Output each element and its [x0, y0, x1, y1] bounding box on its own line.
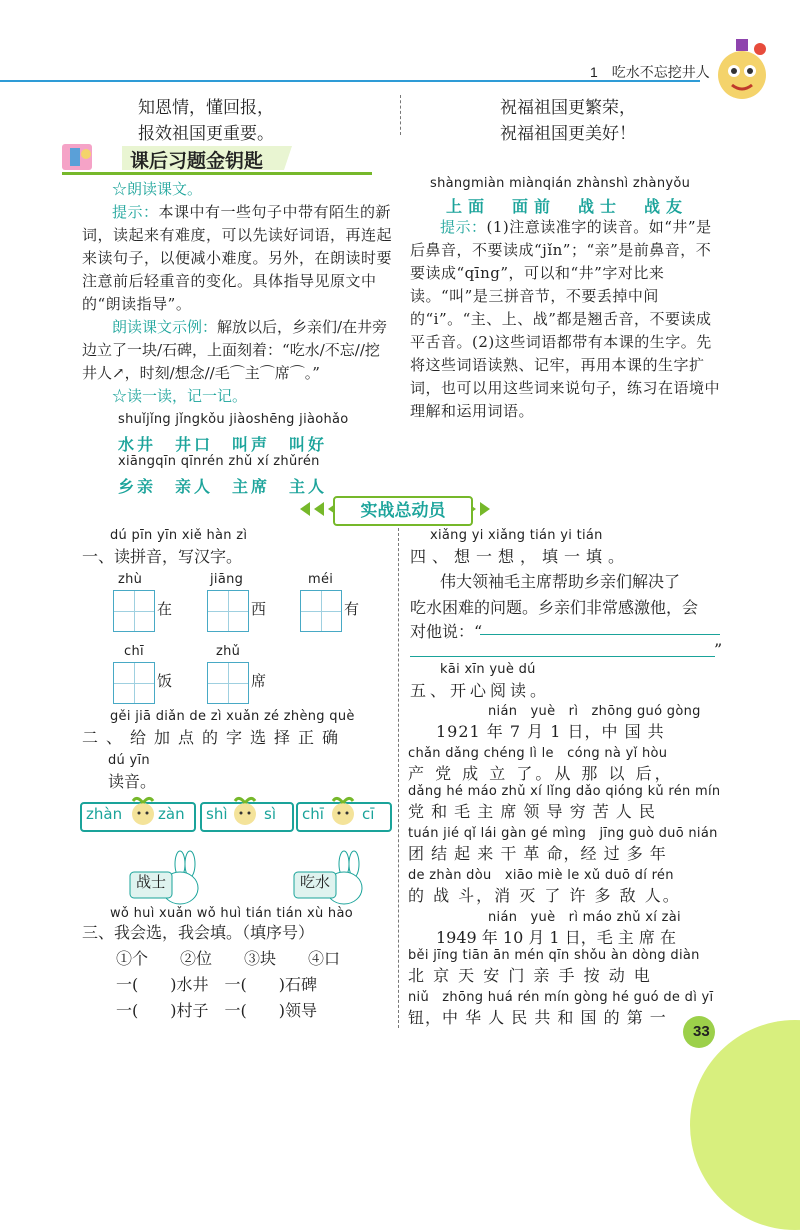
- q4-pinyin: xiǎng yi xiǎng tián yi tián: [430, 528, 603, 543]
- readwrite-title: ☆读一读，记一记。: [112, 387, 248, 405]
- q2-word-1: 战士: [136, 873, 167, 891]
- q5-line6: 1949 年 10 月 1 日，毛 主 席 在: [436, 928, 676, 947]
- example-text: 解放以后，乡亲们/在井旁边立了一块/石碑，上面刻着：“吃水/不忘//挖井人↗，时刻/想念//毛⌒主⌒席⌒。”: [82, 318, 388, 382]
- q1-item5-box[interactable]: [207, 662, 249, 704]
- example-label: 朗读课文示例：: [112, 318, 218, 336]
- q5-title: 五、开心阅读。: [410, 681, 551, 700]
- q1-item2-char: 西: [251, 600, 267, 618]
- right-tip-label: 提示：: [440, 218, 487, 236]
- q2-pinyin: gěi jiā diǎn de zì xuǎn zé zhèng què: [110, 709, 355, 724]
- q5-line8-pinyin: niǔ zhōng huá rén mín gòng hé guó de dì yī: [408, 990, 714, 1005]
- poem-left-line-1: 知恩情，懂回报，: [138, 98, 274, 118]
- q1-item5-pinyin: zhǔ: [216, 644, 241, 659]
- sprout-icon: [130, 794, 156, 828]
- q5-line1: 1921 年 7 月 1 日，中 国 共: [436, 722, 665, 741]
- q3-choices: ①个 ②位 ③块 ④口: [116, 949, 341, 968]
- q5-line2: 产 党 成 立 了。从 那 以 后，: [408, 764, 674, 783]
- words-row1-hanzi: 水井 井口 叫声 叫好: [118, 435, 328, 454]
- q5-line4: 团 结 起 来 干 革 命，经 过 多 年: [408, 844, 667, 863]
- poem-left-line-2: 报效祖国更重要。: [138, 124, 274, 144]
- q5-line5-pinyin: de zhàn dòu xiāo miè le xǔ duō dí rén: [408, 868, 674, 883]
- tip-text: 本课中有一些句子中带有陌生的新词，读起来有难度，可以先读好词语，再连起来读句子，以便减小难度。另外，在朗读时要注意前后轻重音的变化。具体指导见原文中的“朗读指导”。: [82, 203, 393, 313]
- q1-item5-char: 席: [251, 672, 267, 690]
- chapter-title: 1 吃水不忘挖井人: [590, 64, 710, 80]
- sprout-icon: [232, 794, 258, 828]
- q3-title: 三、我会选，我会填。（填序号）: [82, 923, 315, 942]
- option-zhan[interactable]: zhàn: [86, 805, 123, 823]
- q4-title: 四、想一想，填一填。: [410, 547, 631, 566]
- q1-item3-char: 有: [344, 600, 360, 618]
- right-tip: [410, 216, 720, 423]
- practice-title: 实战总动员: [333, 496, 473, 526]
- q2-pinyin2: dú yīn: [108, 753, 150, 768]
- column-divider: [398, 528, 400, 1028]
- q5-line4-pinyin: tuán jié qǐ lái gàn gé mìng jīng guò duō nián: [408, 826, 718, 841]
- q5-line2-pinyin: chǎn dǎng chéng lì le cóng nà yǐ hòu: [408, 746, 668, 761]
- poem-right-line-1: 祝福祖国更繁荣，: [500, 98, 636, 118]
- tip-label: 提示：: [112, 203, 159, 221]
- words-row2-hanzi: 乡亲 亲人 主席 主人: [118, 477, 328, 496]
- q3-row2[interactable]: 一( )村子 一( )领导: [116, 1001, 317, 1020]
- q1-pinyin: dú pīn yīn xiě hàn zì: [110, 528, 248, 543]
- q4-close-quote: ”: [714, 640, 723, 659]
- option-si[interactable]: sì: [264, 805, 276, 823]
- mascot-icon: [712, 35, 772, 105]
- q2-title2: 读音。: [108, 772, 157, 791]
- q1-item1-box[interactable]: [113, 590, 155, 632]
- q1-item4-box[interactable]: [113, 662, 155, 704]
- words-row1-pinyin: shuǐjǐng jǐngkǒu jiàoshēng jiàohǎo: [118, 412, 349, 427]
- q5-line1-pinyin: nián yuè rì zhōng guó gòng: [488, 704, 701, 719]
- q5-line3-pinyin: dǎng hé máo zhǔ xí lǐng dǎo qióng kǔ rén mín: [408, 784, 721, 799]
- q5-line8: 钮，中 华 人 民 共 和 国 的 第 一: [408, 1008, 667, 1027]
- q4-answer-line-1[interactable]: [480, 634, 720, 635]
- page-number: 33: [693, 1023, 710, 1040]
- q5-line7-pinyin: běi jīng tiān ān mén qīn shǒu àn dòng diàn: [408, 948, 700, 963]
- q5-line5: 的 战 斗，消 灭 了 许 多 敌 人。: [408, 886, 681, 905]
- divider: [400, 95, 402, 135]
- q3-pinyin: wǒ huì xuǎn wǒ huì tián tián xù hào: [110, 906, 353, 921]
- option-shi[interactable]: shì: [206, 805, 228, 823]
- q5-reading: [408, 700, 728, 1028]
- section-underline: [62, 172, 372, 175]
- q5-line6-pinyin: nián yuè rì máo zhǔ xí zài: [488, 910, 681, 925]
- example-paragraph: [82, 316, 394, 385]
- q4-text2: 吃水困难的问题。乡亲们非常感激他，会: [410, 598, 699, 617]
- q5-line3: 党 和 毛 主 席 领 导 穷 苦 人 民: [408, 802, 656, 821]
- q2-title: 二、给加点的字选择正确: [82, 728, 347, 747]
- option-ci[interactable]: cī: [362, 805, 375, 823]
- right-words-pinyin: shàngmiàn miànqián zhànshì zhànyǒu: [430, 176, 691, 191]
- words-row2-pinyin: xiāngqīn qīnrén zhǔ xí zhǔrén: [118, 454, 320, 469]
- q4-text3: 对他说：“: [410, 622, 483, 641]
- right-tip-text: (1)注意读准字的读音。如“井”是后鼻音，不要读成“jǐn”；“亲”是前鼻音，不要读成“qīng”，可以和“井”字对比来读。“叫”是三拼音节，不要丢掉中间的“i”。“主、上、战”都是翘舌音，不要读成平舌音。(2)这些词语都带有本课的生字。先将这些词语读熟、记牢，再用本课的生字扩词，也可以用这些词来说句子，练习在语境中理解和运用词语。: [410, 218, 721, 420]
- read-title: ☆朗读课文。: [112, 180, 203, 198]
- q1-item3-pinyin: méi: [308, 572, 334, 587]
- q1-title: 一、读拼音，写汉字。: [82, 547, 243, 566]
- q1-item1-pinyin: zhù: [118, 572, 143, 587]
- sprout-icon: [330, 794, 356, 828]
- tip-paragraph: [82, 201, 394, 316]
- q5-pinyin: kāi xīn yuè dú: [440, 662, 536, 677]
- q2-options: [80, 802, 388, 832]
- q4-answer-line-2[interactable]: [410, 656, 715, 657]
- page-corner-decoration: [690, 1020, 800, 1230]
- q1-item2-box[interactable]: [207, 590, 249, 632]
- q1-item2-pinyin: jiāng: [210, 572, 244, 587]
- q1-item3-box[interactable]: [300, 590, 342, 632]
- q1-item1-char: 在: [157, 600, 173, 618]
- q1-item4-char: 饭: [157, 672, 173, 690]
- section-title: 课后习题金钥匙: [130, 150, 264, 172]
- option-zan[interactable]: zàn: [158, 805, 185, 823]
- q3-row1[interactable]: 一( )水井 一( )石碑: [116, 975, 317, 994]
- q5-line7: 北 京 天 安 门 亲 手 按 动 电: [408, 966, 652, 985]
- option-chi[interactable]: chī: [302, 805, 324, 823]
- q1-item4-pinyin: chī: [124, 644, 144, 659]
- q2-word-2: 吃水: [300, 873, 331, 891]
- q4-text1: 伟大领袖毛主席帮助乡亲们解决了: [440, 572, 681, 591]
- poem-right-line-2: 祝福祖国更美好！: [500, 124, 636, 144]
- right-words-hanzi: 上面 面前 战士 战友: [446, 197, 689, 216]
